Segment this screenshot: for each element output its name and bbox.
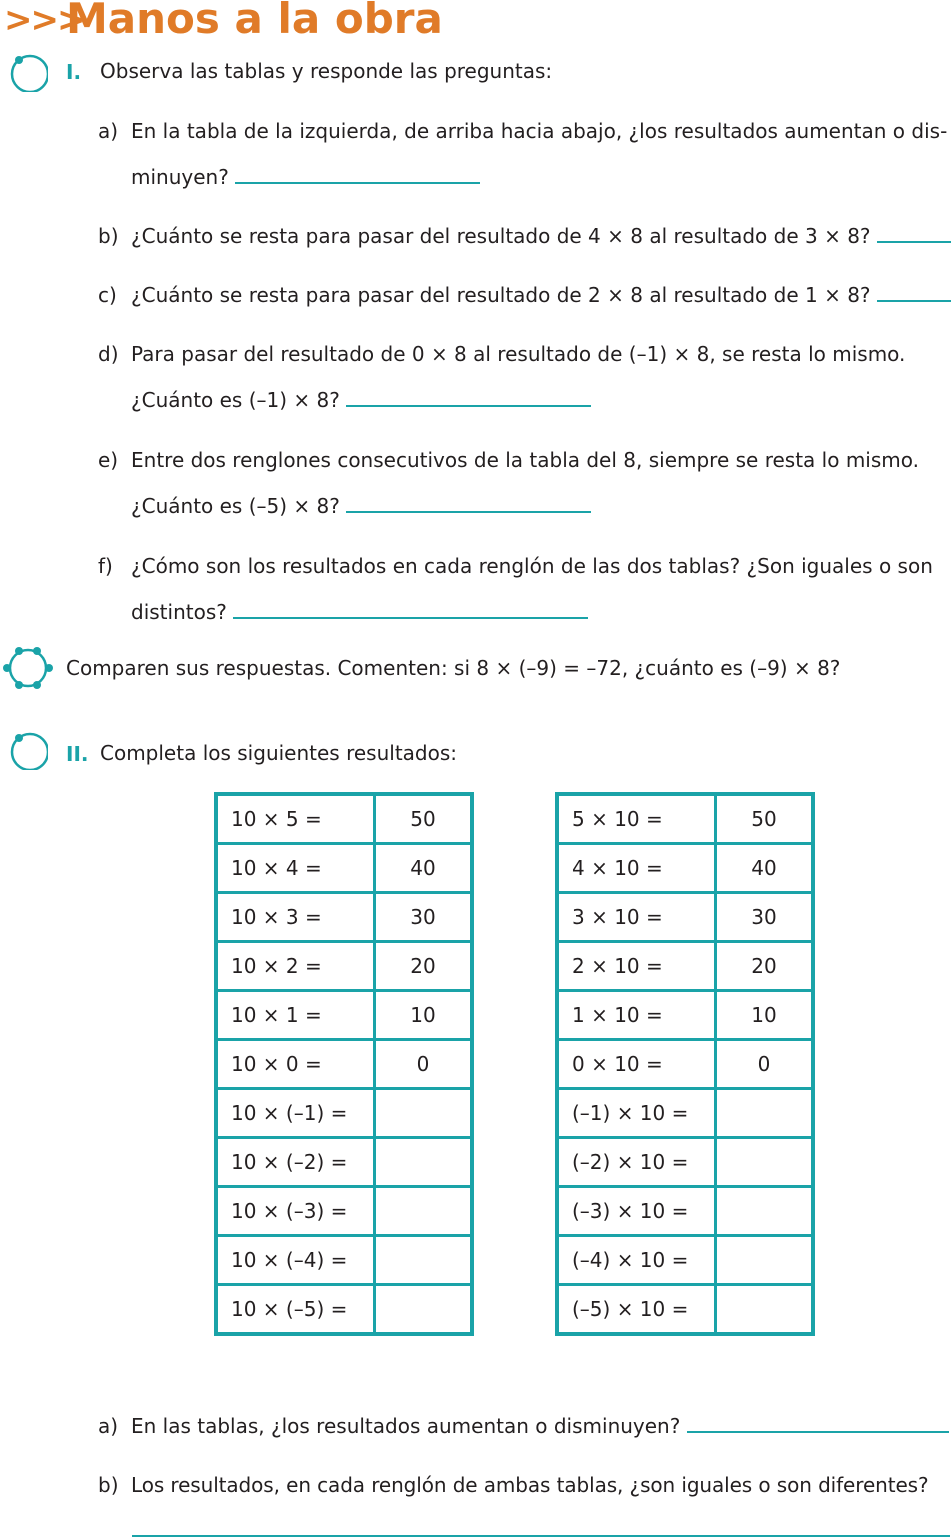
table-answer-cell[interactable]: [716, 1089, 814, 1138]
table-answer-cell[interactable]: [375, 1285, 473, 1335]
question-label: b): [98, 1473, 119, 1497]
table-row: [216, 844, 472, 893]
table-row: [557, 1089, 813, 1138]
table-row: [216, 1236, 472, 1285]
table-answer-cell[interactable]: [716, 1236, 814, 1285]
table-expression-cell: 10 × 5 =: [216, 794, 375, 844]
question-text: Para pasar del resultado de 0 × 8 al resultado de (–1) × 8, se resta lo mismo.: [131, 342, 906, 366]
title-arrows: >>>: [4, 0, 84, 40]
answer-line[interactable]: [877, 280, 951, 302]
question-2b: [98, 1462, 950, 1508]
table-expression-cell: 10 × 0 =: [216, 1040, 375, 1089]
table-row: [557, 1040, 813, 1089]
question-label: f): [98, 554, 113, 578]
individual-activity-icon: [8, 52, 48, 92]
table-answer-cell[interactable]: [375, 1089, 473, 1138]
table-expression-cell: (–5) × 10 =: [557, 1285, 716, 1335]
table-expression-cell: 2 × 10 =: [557, 942, 716, 991]
table-expression-cell: 0 × 10 =: [557, 1040, 716, 1089]
question-text: En las tablas, ¿los resultados aumentan o disminuyen?: [131, 1414, 681, 1438]
answer-line[interactable]: [233, 597, 588, 619]
table-result-cell: 30: [716, 893, 814, 942]
table-expression-cell: 10 × (–3) =: [216, 1187, 375, 1236]
table-row: [557, 991, 813, 1040]
left-multiplication-table: [214, 792, 474, 1336]
table-row: [216, 1089, 472, 1138]
section-1-number: I.: [66, 60, 82, 84]
table-row: [216, 1040, 472, 1089]
question-text-cont: ¿Cuánto es (–1) × 8?: [131, 388, 340, 412]
table-answer-cell[interactable]: [375, 1236, 473, 1285]
table-row: [557, 1187, 813, 1236]
table-expression-cell: 5 × 10 =: [557, 794, 716, 844]
table-row: [557, 1138, 813, 1187]
table-row: [216, 794, 472, 844]
table-result-cell: 10: [716, 991, 814, 1040]
table-expression-cell: (–3) × 10 =: [557, 1187, 716, 1236]
table-result-cell: 50: [716, 794, 814, 844]
table-row: [557, 1285, 813, 1335]
table-expression-cell: (–1) × 10 =: [557, 1089, 716, 1138]
table-expression-cell: (–2) × 10 =: [557, 1138, 716, 1187]
table-result-cell: 30: [375, 893, 473, 942]
table-expression-cell: 10 × 4 =: [216, 844, 375, 893]
question-1b: [98, 213, 950, 259]
table-row: [216, 1285, 472, 1335]
question-text: ¿Cuánto se resta para pasar del resultado de 4 × 8 al resultado de 3 × 8?: [131, 224, 871, 248]
question-text: ¿Cómo son los resultados en cada renglón de las dos tablas? ¿Son iguales o son: [131, 554, 933, 578]
question-label: e): [98, 448, 119, 472]
question-1d: [98, 331, 950, 423]
table-result-cell: 20: [716, 942, 814, 991]
table-row: [216, 942, 472, 991]
question-text: ¿Cuánto se resta para pasar del resultado de 2 × 8 al resultado de 1 × 8?: [131, 283, 871, 307]
table-expression-cell: (–4) × 10 =: [557, 1236, 716, 1285]
question-1a: [98, 108, 950, 200]
table-answer-cell[interactable]: [375, 1138, 473, 1187]
section-1-instruction: Observa las tablas y responde las preguntas:: [100, 59, 553, 83]
question-2a: [98, 1403, 950, 1449]
table-row: [557, 794, 813, 844]
answer-line[interactable]: [346, 491, 591, 513]
table-expression-cell: 10 × 1 =: [216, 991, 375, 1040]
table-result-cell: 50: [375, 794, 473, 844]
answer-line[interactable]: [235, 162, 480, 184]
table-expression-cell: 10 × (–2) =: [216, 1138, 375, 1187]
question-label: a): [98, 119, 119, 143]
question-text: Los resultados, en cada renglón de ambas tablas, ¿son iguales o son diferentes?: [131, 1473, 929, 1497]
table-expression-cell: 10 × (–1) =: [216, 1089, 375, 1138]
group-prompt: Comparen sus respuestas. Comenten: si 8 × (–9) = –72, ¿cuánto es (–9) × 8?: [66, 656, 841, 680]
table-expression-cell: 10 × 2 =: [216, 942, 375, 991]
table-result-cell: 20: [375, 942, 473, 991]
table-expression-cell: 1 × 10 =: [557, 991, 716, 1040]
table-row: [216, 893, 472, 942]
answer-line[interactable]: [132, 1535, 950, 1537]
table-result-cell: 0: [375, 1040, 473, 1089]
table-row: [557, 1236, 813, 1285]
question-text-cont: minuyen?: [131, 165, 229, 189]
question-1e: [98, 437, 950, 529]
question-label: b): [98, 224, 119, 248]
question-1c: [98, 272, 950, 318]
table-expression-cell: 3 × 10 =: [557, 893, 716, 942]
page-title: Manos a la obra: [66, 0, 443, 43]
table-answer-cell[interactable]: [716, 1187, 814, 1236]
question-label: a): [98, 1414, 119, 1438]
question-label: d): [98, 342, 119, 366]
table-expression-cell: 4 × 10 =: [557, 844, 716, 893]
question-text: Entre dos renglones consecutivos de la tabla del 8, siempre se resta lo mismo.: [131, 448, 919, 472]
question-text: En la tabla de la izquierda, de arriba hacia abajo, ¿los resultados aumentan o dis-: [131, 119, 948, 143]
table-result-cell: 10: [375, 991, 473, 1040]
right-multiplication-table: [555, 792, 815, 1336]
section-2-number: II.: [66, 742, 89, 766]
group-activity-icon: [0, 644, 56, 692]
table-row: [557, 844, 813, 893]
table-answer-cell[interactable]: [716, 1285, 814, 1335]
question-text-cont: ¿Cuánto es (–5) × 8?: [131, 494, 340, 518]
answer-line[interactable]: [346, 385, 591, 407]
table-row: [216, 1187, 472, 1236]
table-row: [557, 942, 813, 991]
section-2-instruction: Completa los siguientes resultados:: [100, 741, 458, 765]
table-row: [216, 1138, 472, 1187]
answer-line[interactable]: [687, 1411, 949, 1433]
individual-activity-icon: [8, 730, 48, 770]
table-expression-cell: 10 × (–5) =: [216, 1285, 375, 1335]
table-result-cell: 40: [375, 844, 473, 893]
question-1f: [98, 543, 950, 635]
answer-line[interactable]: [877, 221, 951, 243]
question-text-cont: distintos?: [131, 600, 227, 624]
table-row: [557, 893, 813, 942]
table-answer-cell[interactable]: [375, 1187, 473, 1236]
table-answer-cell[interactable]: [716, 1138, 814, 1187]
table-row: [216, 991, 472, 1040]
table-expression-cell: 10 × (–4) =: [216, 1236, 375, 1285]
table-result-cell: 40: [716, 844, 814, 893]
question-label: c): [98, 283, 117, 307]
table-result-cell: 0: [716, 1040, 814, 1089]
table-expression-cell: 10 × 3 =: [216, 893, 375, 942]
